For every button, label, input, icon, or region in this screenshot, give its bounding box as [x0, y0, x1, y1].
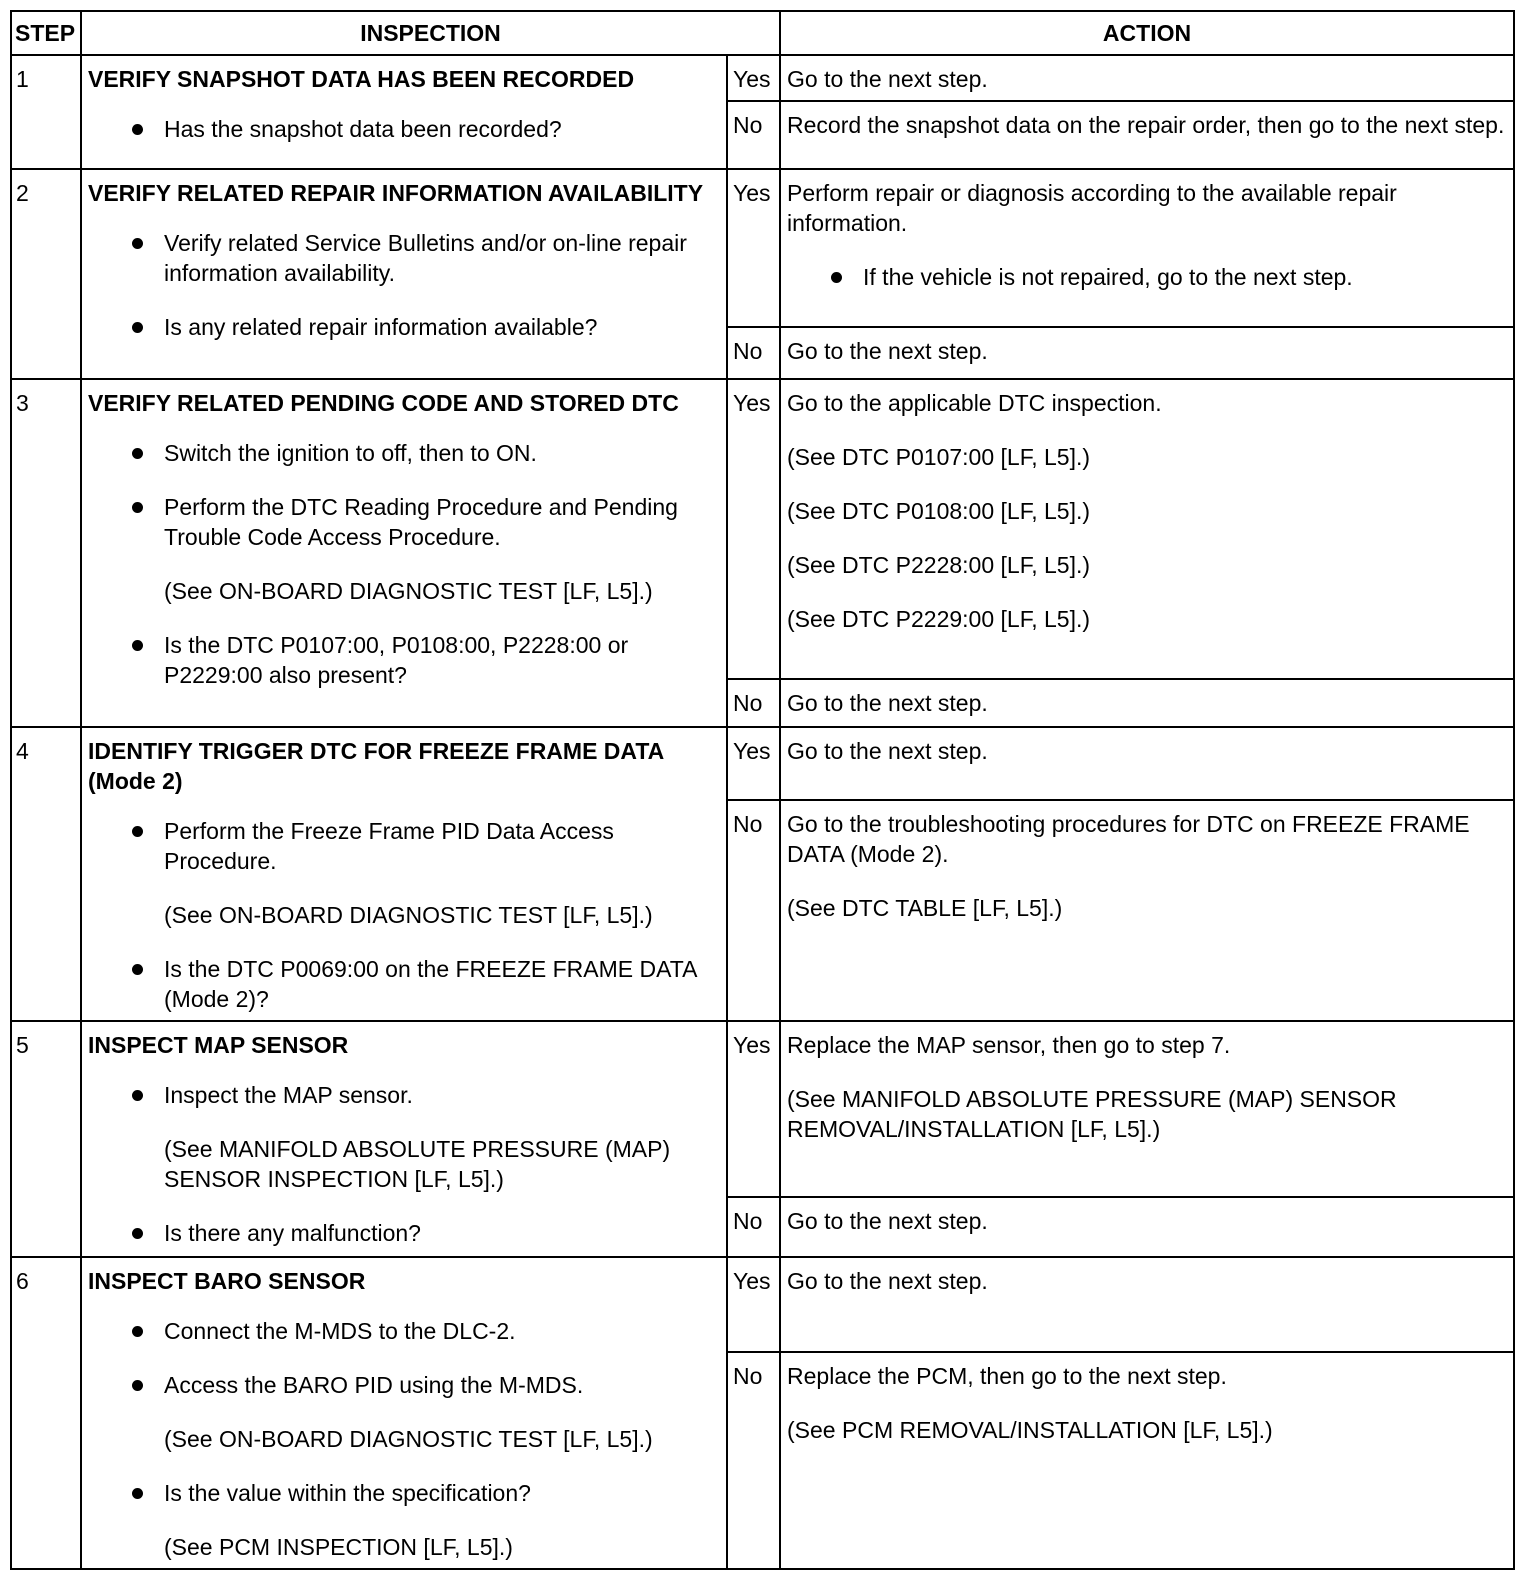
no-action-cell	[780, 1352, 1514, 1569]
action-text: Go to the next step.	[787, 690, 988, 716]
yes-label: Yes	[727, 379, 780, 679]
reference-text: (See DTC P0108:00 [LF, L5].)	[787, 498, 1091, 524]
inspection-cell	[81, 379, 727, 727]
inspection-bullet: Is there any malfunction?	[88, 1218, 719, 1248]
action-text: Go to the next step.	[787, 738, 988, 764]
no-action-cell	[780, 327, 1514, 379]
yes-label: Yes	[727, 1257, 780, 1352]
yes-action-cell	[780, 55, 1514, 101]
yes-action-cell	[780, 1257, 1514, 1352]
reference-text: (See ON-BOARD DIAGNOSTIC TEST [LF, L5].)	[164, 902, 653, 928]
reference-text: (See PCM INSPECTION [LF, L5].)	[164, 1534, 513, 1560]
inspection-bullet: Connect the M-MDS to the DLC-2.	[88, 1316, 719, 1346]
action-text: Go to the next step.	[787, 1268, 988, 1294]
no-action-cell	[780, 800, 1514, 1021]
inspection-bullet: Is any related repair information available?	[88, 312, 719, 342]
step-heading: INSPECT BARO SENSOR	[88, 1268, 366, 1294]
no-label: No	[727, 1352, 780, 1569]
action-text: Go to the next step.	[787, 1208, 988, 1234]
yes-label: Yes	[727, 169, 780, 327]
table-row	[11, 1021, 1514, 1197]
table-row	[11, 169, 1514, 327]
table-row	[11, 379, 1514, 679]
inspection-bullet: Verify related Service Bulletins and/or on-line repair information availability.	[88, 228, 719, 288]
step-heading: IDENTIFY TRIGGER DTC FOR FREEZE FRAME DATA (Mode 2)	[88, 738, 664, 794]
no-action-cell	[780, 679, 1514, 727]
no-label: No	[727, 679, 780, 727]
action-text: Perform repair or diagnosis according to the available repair information.	[787, 180, 1397, 236]
table-row	[11, 1257, 1514, 1352]
yes-label: Yes	[727, 727, 780, 800]
step-number: 5	[11, 1021, 81, 1257]
reference-text: (See MANIFOLD ABSOLUTE PRESSURE (MAP) SENSOR INSPECTION [LF, L5].)	[164, 1136, 671, 1192]
yes-label: Yes	[727, 1021, 780, 1197]
step-heading: VERIFY RELATED PENDING CODE AND STORED DTC	[88, 390, 679, 416]
action-text: Replace the MAP sensor, then go to step 7.	[787, 1032, 1231, 1058]
inspection-bullet: Is the DTC P0107:00, P0108:00, P2228:00 or P2229:00 also present?	[88, 630, 719, 690]
no-action-cell	[780, 1197, 1514, 1257]
reference-text: (See ON-BOARD DIAGNOSTIC TEST [LF, L5].)	[164, 578, 653, 604]
table-header-row	[11, 11, 1514, 55]
table-row	[11, 55, 1514, 101]
reference-text: (See PCM REMOVAL/INSTALLATION [LF, L5].)	[787, 1417, 1273, 1443]
inspection-bullet: Switch the ignition to off, then to ON.	[88, 438, 719, 468]
inspection-cell	[81, 727, 727, 1021]
action-column-header: ACTION	[780, 11, 1514, 55]
yes-action-cell	[780, 1021, 1514, 1197]
action-text: Go to the troubleshooting procedures for DTC on FREEZE FRAME DATA (Mode 2).	[787, 811, 1470, 868]
inspection-cell	[81, 1257, 727, 1569]
inspection-column-header: INSPECTION	[81, 11, 780, 55]
yes-action-cell	[780, 169, 1514, 327]
step-number: 6	[11, 1257, 81, 1569]
inspection-cell	[81, 55, 727, 169]
step-heading: VERIFY SNAPSHOT DATA HAS BEEN RECORDED	[88, 66, 635, 92]
reference-text: (See MANIFOLD ABSOLUTE PRESSURE (MAP) SENSOR REMOVAL/INSTALLATION [LF, L5].)	[787, 1086, 1397, 1142]
inspection-bullet: Perform the DTC Reading Procedure and Pending Trouble Code Access Procedure.	[88, 492, 719, 552]
action-text: Go to the applicable DTC inspection.	[787, 390, 1162, 416]
no-label: No	[727, 800, 780, 1021]
reference-text: (See DTC P2228:00 [LF, L5].)	[787, 552, 1091, 578]
step-number: 1	[11, 55, 81, 169]
inspection-bullet: Access the BARO PID using the M-MDS.	[88, 1370, 719, 1400]
step-number: 2	[11, 169, 81, 379]
action-text: Go to the next step.	[787, 66, 988, 92]
reference-text: (See DTC P0107:00 [LF, L5].)	[787, 444, 1091, 470]
step-column-header: STEP	[11, 11, 81, 55]
reference-text: (See DTC TABLE [LF, L5].)	[787, 895, 1063, 922]
action-text: Record the snapshot data on the repair order, then go to the next step.	[787, 112, 1505, 138]
step-number: 4	[11, 727, 81, 1021]
action-bullet: If the vehicle is not repaired, go to the next step.	[787, 262, 1506, 292]
inspection-bullet: Perform the Freeze Frame PID Data Access Procedure.	[88, 816, 719, 876]
inspection-bullet: Is the value within the specification?	[88, 1478, 719, 1508]
step-heading: INSPECT MAP SENSOR	[88, 1032, 349, 1058]
reference-text: (See DTC P2229:00 [LF, L5].)	[787, 606, 1091, 632]
no-action-cell	[780, 101, 1514, 169]
action-text: Replace the PCM, then go to the next step.	[787, 1363, 1227, 1389]
reference-text: (See ON-BOARD DIAGNOSTIC TEST [LF, L5].)	[164, 1426, 653, 1452]
inspection-bullet: Has the snapshot data been recorded?	[88, 114, 719, 144]
diagnostic-table	[10, 10, 1515, 1570]
action-text: Go to the next step.	[787, 338, 988, 364]
yes-action-cell	[780, 727, 1514, 800]
inspection-bullet: Inspect the MAP sensor.	[88, 1080, 719, 1110]
no-label: No	[727, 327, 780, 379]
yes-label: Yes	[727, 55, 780, 101]
step-heading: VERIFY RELATED REPAIR INFORMATION AVAILABILITY	[88, 180, 704, 206]
inspection-cell	[81, 169, 727, 379]
inspection-cell	[81, 1021, 727, 1257]
diagnostic-procedure-document	[10, 10, 1513, 1585]
no-label: No	[727, 1197, 780, 1257]
no-label: No	[727, 101, 780, 169]
table-row	[11, 727, 1514, 800]
yes-action-cell	[780, 379, 1514, 679]
step-number: 3	[11, 379, 81, 727]
inspection-bullet: Is the DTC P0069:00 on the FREEZE FRAME DATA (Mode 2)?	[88, 954, 719, 1014]
